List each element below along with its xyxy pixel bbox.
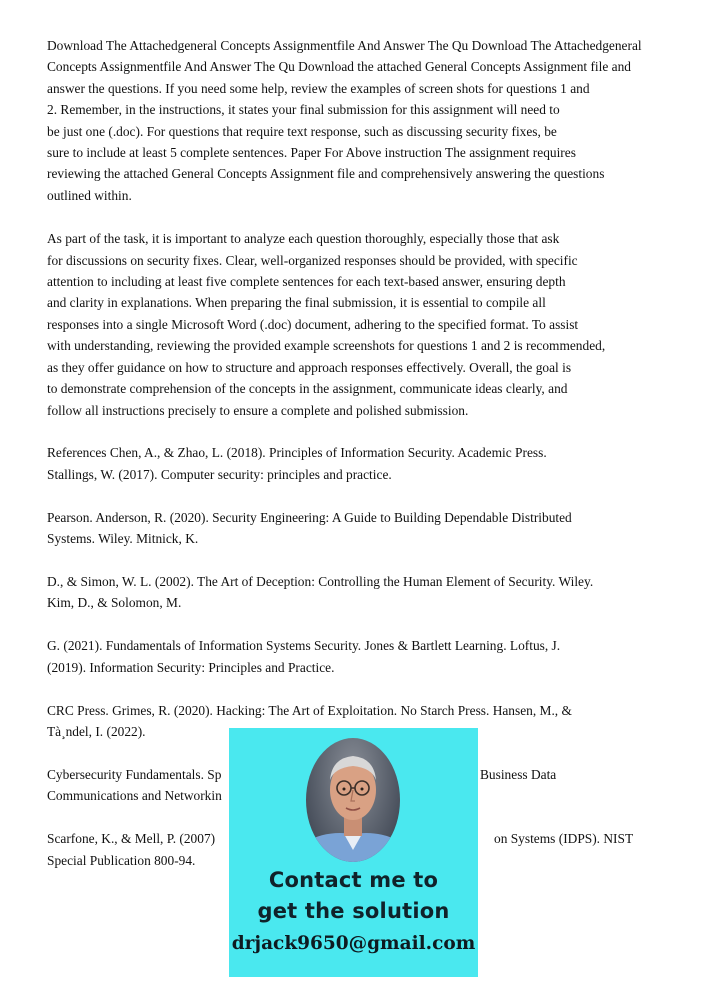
text-line: follow all instructions precisely to ensure a complete and polished submission. (47, 402, 469, 418)
reference-line: Scarfone, K., & Mell, P. (2007) (47, 831, 216, 847)
reference-line: Kim, D., & Solomon, M. (47, 595, 182, 611)
text-line: Concepts Assignmentfile And Answer The Qu Download the attached General Concepts Assignment file and (47, 59, 631, 75)
reference-line: Special Publication 800-94. (47, 852, 196, 868)
text-line: sure to include at least 5 complete sentences. Paper For Above instruction The assignment requires (47, 145, 576, 161)
reference-line: Tà¸ndel, I. (2022). (47, 724, 146, 740)
reference-line: Pearson. Anderson, R. (2020). Security Engineering: A Guide to Building Dependable Distributed (47, 509, 572, 525)
text-line: and clarity in explanations. When preparing the final submission, it is essential to compile all (47, 295, 546, 311)
text-line: Download The Attachedgeneral Concepts Assignmentfile And Answer The Qu Download The Attachedgeneral (47, 38, 642, 53)
text-line: outlined within. (47, 187, 132, 203)
reference-line: Cybersecurity Fundamentals. Sp (47, 766, 222, 782)
reference-block (47, 507, 697, 550)
contact-email-link[interactable]: drjack9650@gmail.com (231, 933, 476, 954)
text-line: reviewing the attached General Concepts Assignment file and comprehensively answering the questions (47, 166, 605, 182)
text-line: 2. Remember, in the instructions, it states your final submission for this assignment will need to (47, 102, 560, 118)
reference-line: (2019). Information Security: Principles and Practice. (47, 659, 335, 675)
reference-line: Communications and Networkin (47, 788, 222, 804)
person-portrait-icon (306, 738, 400, 862)
reference-line-tail: on Systems (IDPS). NIST (494, 831, 634, 847)
text-line: for discussions on security fixes. Clear, well-organized responses should be provided, with specific (47, 252, 578, 268)
reference-line: Stallings, W. (2017). Computer security: principles and practice. (47, 466, 392, 482)
text-line: answer the questions. If you need some help, review the examples of screen shots for questions 1 and (47, 80, 590, 96)
text-line: to demonstrate comprehension of the concepts in the assignment, communicate ideas clearly, and (47, 381, 568, 397)
reference-line: Systems. Wiley. Mitnick, K. (47, 531, 199, 547)
reference-line: D., & Simon, W. L. (2002). The Art of Deception: Controlling the Human Element of Security. Wiley. (47, 574, 594, 590)
reference-line: CRC Press. Grimes, R. (2020). Hacking: The Art of Exploitation. No Starch Press. Hansen, M., & (47, 702, 572, 718)
reference-block (47, 571, 697, 614)
reference-block (47, 442, 697, 485)
text-line: with understanding, reviewing the provided example screenshots for questions 1 and 2 is recommended, (47, 338, 606, 354)
paragraph-intro (47, 35, 697, 206)
text-line: responses into a single Microsoft Word (.doc) document, adhering to the specified format. To assist (47, 316, 579, 332)
promo-heading-line2: get the solution (257, 899, 450, 923)
reference-block (47, 635, 697, 678)
text-line: As part of the task, it is important to analyze each question thoroughly, especially those that ask (47, 231, 560, 247)
reference-line: References Chen, A., & Zhao, L. (2018). Principles of Information Security. Academic Press. (47, 445, 547, 461)
reference-line: G. (2021). Fundamentals of Information Systems Security. Jones & Bartlett Learning. Loftus, J. (47, 638, 561, 654)
contact-promo-banner[interactable] (229, 728, 478, 977)
promo-heading-line1: Contact me to (268, 868, 439, 892)
text-line: as they offer guidance on how to structure and approach responses effectively. Overall, the goal is (47, 359, 572, 375)
reference-line-tail: Business Data (480, 766, 557, 782)
paragraph-task (47, 228, 697, 421)
text-line: attention to including at least five complete sentences for each text-based answer, ensuring depth (47, 274, 566, 290)
text-line: be just one (.doc). For questions that require text response, such as discussing security fixes, be (47, 123, 557, 139)
